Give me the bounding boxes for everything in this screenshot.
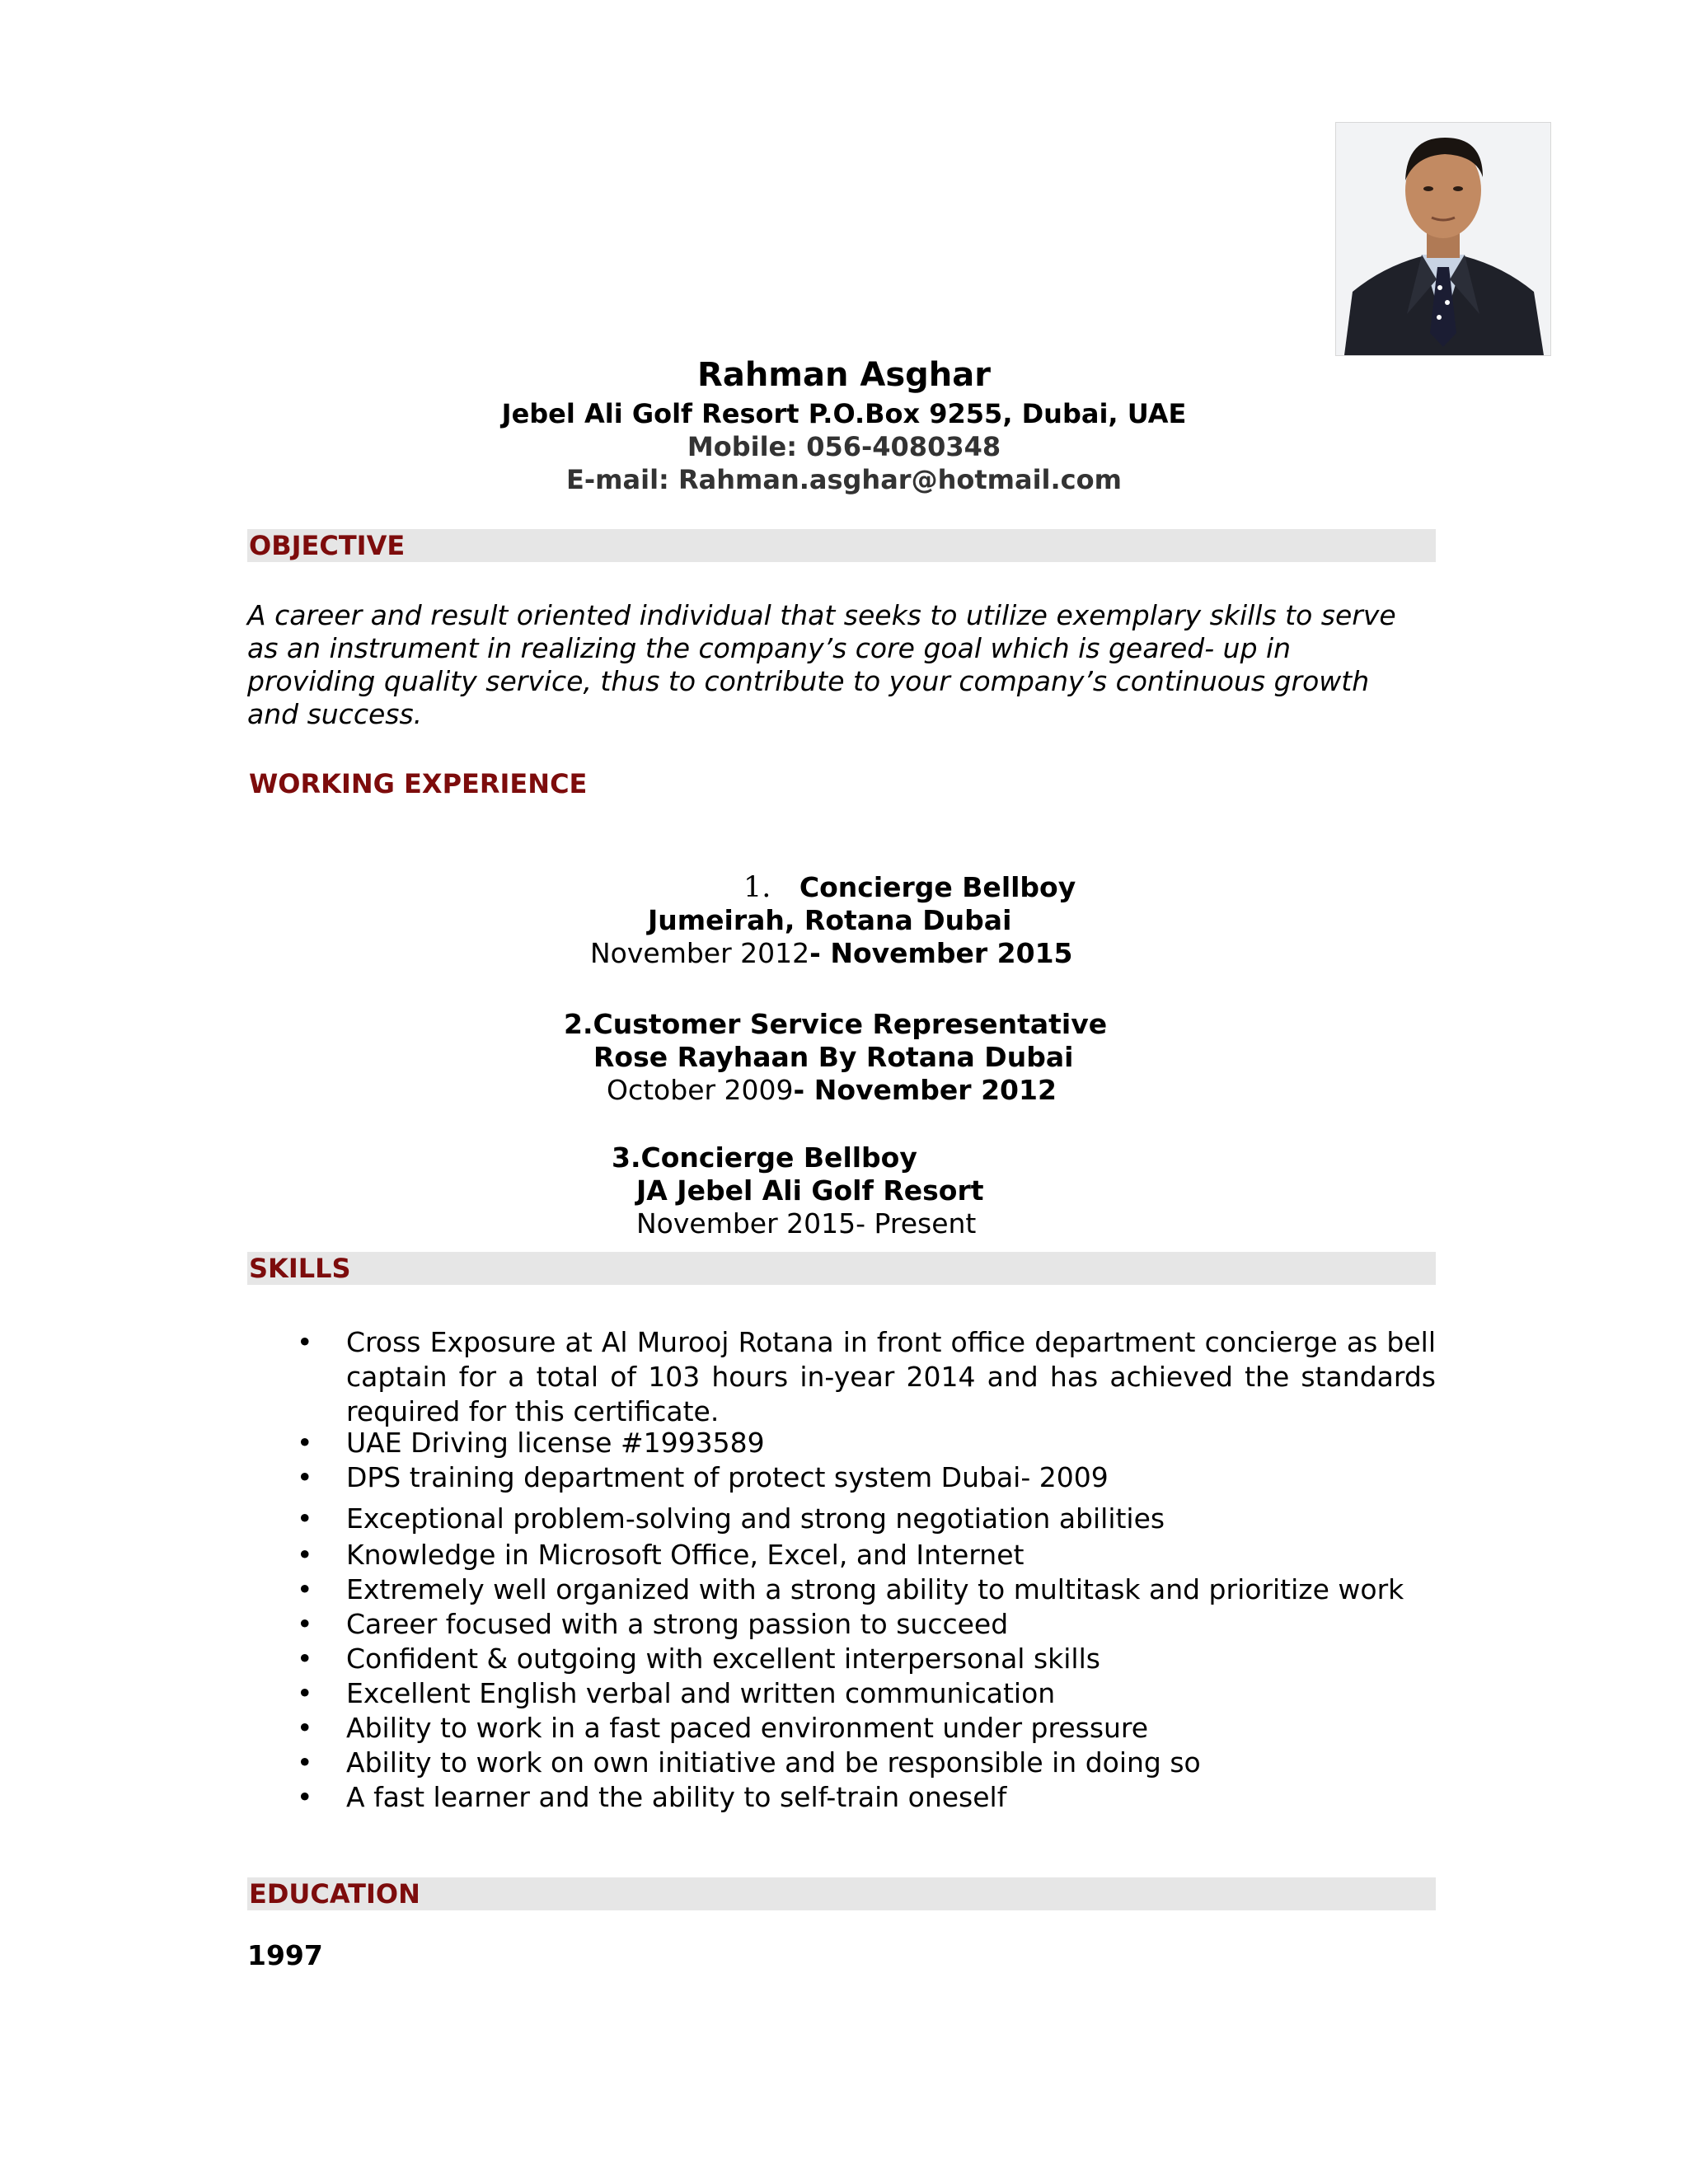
skill-text: DPS training department of protect system Dubai- 2009 [346,1461,1109,1493]
skill-text: Exceptional problem-solving and strong negotiation abilities [346,1502,1165,1535]
job-1-number: 1. [743,871,771,904]
job-1-dates [590,937,1073,969]
address: Jebel Ali Golf Resort P.O.Box 9255, Dubai, UAE [501,398,1187,429]
bullet-icon: • [297,1608,313,1640]
skill-text: Excellent English verbal and written communication [346,1677,1056,1709]
bullet-icon: • [297,1427,313,1459]
skill-item [247,1711,1436,1746]
candidate-name: Rahman Asghar [697,356,991,394]
skill-text: Cross Exposure at Al Murooj Rotana in front office department concierge as bell captain for a total of 103 hours in-year 2014 and has achieved the standards required for this certificate. [346,1326,1436,1427]
skills-list [247,1325,1436,1815]
job-2-position: Customer Service Representative [593,1008,1108,1040]
bullet-icon: • [297,1781,313,1813]
skill-text: Confident & outgoing with excellent interpersonal skills [346,1643,1100,1675]
section-bar-education [247,1877,1436,1910]
job-1-company: Jumeirah, Rotana Dubai [648,904,1012,936]
skill-text: Knowledge in Microsoft Office, Excel, and Internet [346,1539,1025,1571]
section-bar-skills [247,1252,1436,1285]
skill-item [247,1780,1436,1815]
job-2-title [564,1008,1107,1040]
skill-item [247,1572,1436,1607]
job-1-position: Concierge Bellboy [799,871,1076,903]
skill-text: Ability to work on own initiative and be responsible in doing so [346,1746,1201,1779]
skill-item [247,1426,1436,1460]
mobile-number: Mobile: 056-4080348 [687,431,1001,462]
job-2-date-start: October 2009 [607,1074,794,1106]
job-3-title [612,1141,917,1174]
bullet-icon: • [297,1573,313,1605]
job-3-dates: November 2015- Present [636,1207,977,1240]
job-1-title [743,871,1076,904]
skill-item [247,1325,1436,1429]
skill-text: Career focused with a strong passion to succeed [346,1608,1009,1640]
job-2-date-end: - November 2012 [793,1074,1057,1106]
email-address: E-mail: Rahman.asghar@hotmail.com [566,464,1122,495]
objective-text: A career and result oriented individual that seeks to utilize exemplary skills to serve as an instrument in realizing the company’s core goal which is geared- up in providing quality service, thus to contribute to your company’s continuous growth and success. [247,599,1396,730]
section-title-skills: SKILLS [249,1253,351,1284]
bullet-icon: • [297,1643,313,1675]
person-photo-icon [1336,123,1550,355]
skill-text: A fast learner and the ability to self-train oneself [346,1781,1007,1813]
section-bar-objective [247,529,1436,562]
education-year: 1997 [247,1939,323,1971]
bullet-icon: • [297,1502,313,1535]
skill-item [247,1642,1436,1676]
skill-item [247,1460,1436,1495]
skill-text: Extremely well organized with a strong ability to multitask and prioritize work [346,1573,1404,1605]
job-1-date-start: November 2012 [590,937,810,969]
skill-item [247,1538,1436,1572]
bullet-icon: • [297,1677,313,1709]
job-3-position: Concierge Bellboy [640,1141,917,1174]
job-3-company: JA Jebel Ali Golf Resort [636,1174,984,1207]
job-2-company: Rose Rayhaan By Rotana Dubai [593,1041,1074,1073]
section-title-education: EDUCATION [249,1878,420,1910]
job-3-number: 3. [612,1141,641,1174]
job-2-number: 2. [564,1008,593,1040]
bullet-icon: • [297,1539,313,1571]
skill-text: Ability to work in a fast paced environment under pressure [346,1712,1149,1744]
skill-text: UAE Driving license #1993589 [346,1427,765,1459]
skill-item [247,1746,1436,1780]
section-title-objective: OBJECTIVE [249,530,406,561]
skill-item [247,1607,1436,1642]
skill-item [247,1676,1436,1711]
bullet-icon: • [297,1461,313,1493]
bullet-icon: • [297,1712,313,1744]
skill-item [247,1502,1436,1536]
job-1-date-end: - November 2015 [809,937,1073,969]
bullet-icon: • [297,1746,313,1779]
job-2-dates [607,1074,1057,1106]
profile-photo [1335,122,1551,356]
bullet-icon: • [297,1326,313,1358]
section-title-experience: WORKING EXPERIENCE [249,768,588,799]
